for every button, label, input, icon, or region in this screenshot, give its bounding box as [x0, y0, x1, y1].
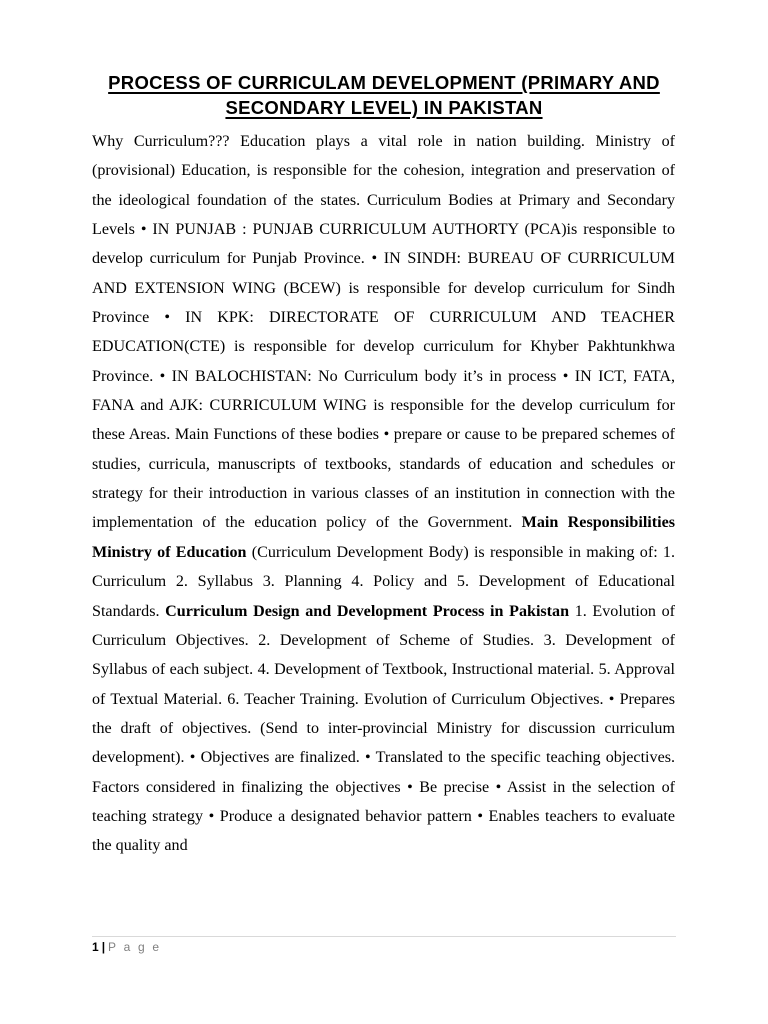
- page-footer: [92, 939, 161, 955]
- body-text-run-2: (Curriculum Development Body) is responsible in making of: 1. Curriculum 2. Syllabus 3. Planning 4. Policy and 5. Development of Educational Standards.: [92, 543, 675, 620]
- page-label: P a g e: [108, 940, 162, 954]
- bold-heading-ministry-responsibilities: Main Responsibilities Ministry of Education: [92, 514, 675, 561]
- document-title: PROCESS OF CURRICULAM DEVELOPMENT (PRIMARY AND SECONDARY LEVEL) IN PAKISTAN: [108, 72, 660, 118]
- body-text-run-3: 1. Evolution of Curriculum Objectives. 2. Development of Scheme of Studies. 3. Development of Syllabus of each subject. 4. Development of Textbook, Instructional material. 5. Approval of Textual Material. 6. Teacher Training. Evolution of Curriculum Objectives. • Prepares the draft of objectives. (Send to inter-provincial Ministry for discussion curriculum development). • Objectives are finalized. • Translated to the specific teaching objectives. Factors considered in finalizing the objectives • Be precise • Assist in the selection of teaching strategy • Produce a designated behavior pattern • Enables teachers to evaluate the quality and: [92, 602, 675, 855]
- bold-heading-design-process: Curriculum Design and Development Process in Pakistan: [165, 602, 570, 620]
- body-text-run-1: Why Curriculum??? Education plays a vital role in nation building. Ministry of (provisional) Education, is responsible for the cohesion, integration and preservation of the ideological foundation of the states. Curriculum Bodies at Primary and Secondary Levels • IN PUNJAB : PUNJAB CURRICULUM AUTHORTY (PCA)is responsible to develop curriculum for Punjab Province. • IN SINDH: BUREAU OF CURRICULUM AND EXTENSION WING (BCEW) is responsible for develop curriculum for Sindh Province • IN KPK: DIRECTORATE OF CURRICULUM AND TEACHER EDUCATION(CTE) is responsible for develop curriculum for Khyber Pakhtunkhwa Province. • IN BALOCHISTAN: No Curriculum body it’s in process • IN ICT, FATA, FANA and AJK: CURRICULUM WING is responsible for the develop curriculum for these Areas. Main Functions of these bodies • prepare or cause to be prepared schemes of studies, curricula, manuscripts of textbooks, standards of education and schedules or strategy for their introduction in various classes of an institution in connection with the implementation of the education policy of the Government.: [92, 133, 675, 532]
- body-paragraph: [92, 127, 675, 861]
- footer-separator: |: [101, 940, 106, 954]
- page-number: 1: [92, 940, 99, 954]
- footer-divider: [92, 936, 676, 937]
